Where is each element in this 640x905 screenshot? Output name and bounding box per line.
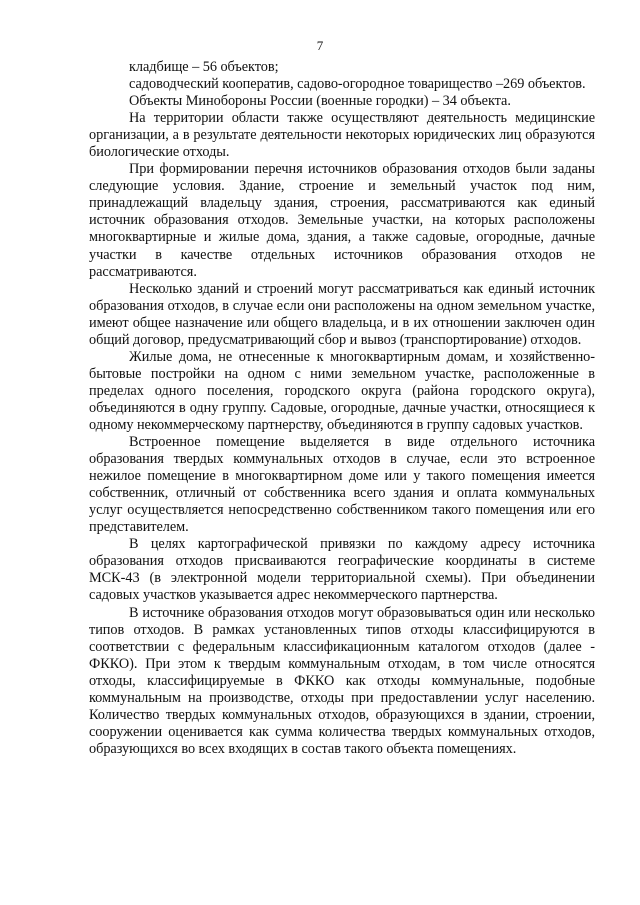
page-number: 7 (316, 38, 324, 53)
paragraph-waste-types: В источнике образования отходов могут образовываться один или несколько типов отходов. В рамках установленных типов отходы классифицируются в соответствии с федеральным классификационным каталогом отходов (далее - ФККО). При этом к твердым коммунальным отходам, в том числе относятся отходы, классифицируемые в ФККО как отходы коммунальные, подобные коммунальным на производстве, отходы при предоставлении услуг населению. Количество твердых коммунальных отходов, образующихся в здании, строении, сооружении оценивается как сумма количества твердых коммунальных отходов, образующихся во всех входящих в состав такого объекта помещениях. (89, 604, 595, 757)
paragraph-source-conditions: При формировании перечня источников образования отходов были заданы следующие условия. Здание, строение и земельный участок под ним, принадлежащий владельцу здания, строения, рассматриваются как единый источник образования отходов. Земельные участки, на которых расположены многоквартирные и жилые дома, здания, а также садовые, огородные, дачные участки в качестве отдельных источников образования отходов не рассматриваются. (89, 161, 595, 280)
paragraph-multiple-buildings: Несколько зданий и строений могут рассматриваться как единый источник образования отходов, в случае если они расположены на одном земельном участке, имеют общее назначение или общего владельца, и в их отношении заключен один общий договор, предусматривающий сбор и вывоз (транспортирование) отходов. (89, 280, 595, 348)
document-body (89, 59, 595, 758)
paragraph-residential-houses: Жилые дома, не отнесенные к многоквартирным домам, и хозяйственно-бытовые постройки на одном с ними земельном участке, расположенные в пределах одного поселения, городского округа (района городского округа), объединяются в одну группу. Садовые, огородные, дачные участки, относящиеся к одному некоммерческому партнерству, объединяются в группу садовых участков. (89, 348, 595, 433)
paragraph-defense-objects: Объекты Минобороны России (военные городки) – 34 объекта. (129, 93, 511, 110)
paragraph-medical-organizations: На территории области также осуществляют деятельность медицинские организации, а в результате деятельности некоторых юридических лиц образуются биологические отходы. (89, 110, 595, 161)
paragraph-cemetery: кладбище – 56 объектов; (129, 59, 279, 75)
paragraph-garden-cooperative (89, 76, 595, 93)
paragraph-cartographic-binding: В целях картографической привязки по каждому адресу источника образования отходов присваиваются географические координаты в системе МСК-43 (в электронной модели территориальной схемы). При объединении садовых участков указывается адрес некоммерческого партнерства. (89, 536, 595, 604)
paragraph-garden-cooperative-text: садоводческий кооператив, садово-огородное товарищество –269 объектов. (129, 76, 586, 93)
paragraph-built-in-premises: Встроенное помещение выделяется в виде отдельного источника образования твердых коммунальных отходов в случае, если это встроенное нежилое помещение в многоквартирном доме или у такого помещения имеется собственник, отличный от собственника всего здания и оплата коммунальных услуг осуществляется непосредственно собственником такого помещения или его представителем. (89, 434, 595, 536)
